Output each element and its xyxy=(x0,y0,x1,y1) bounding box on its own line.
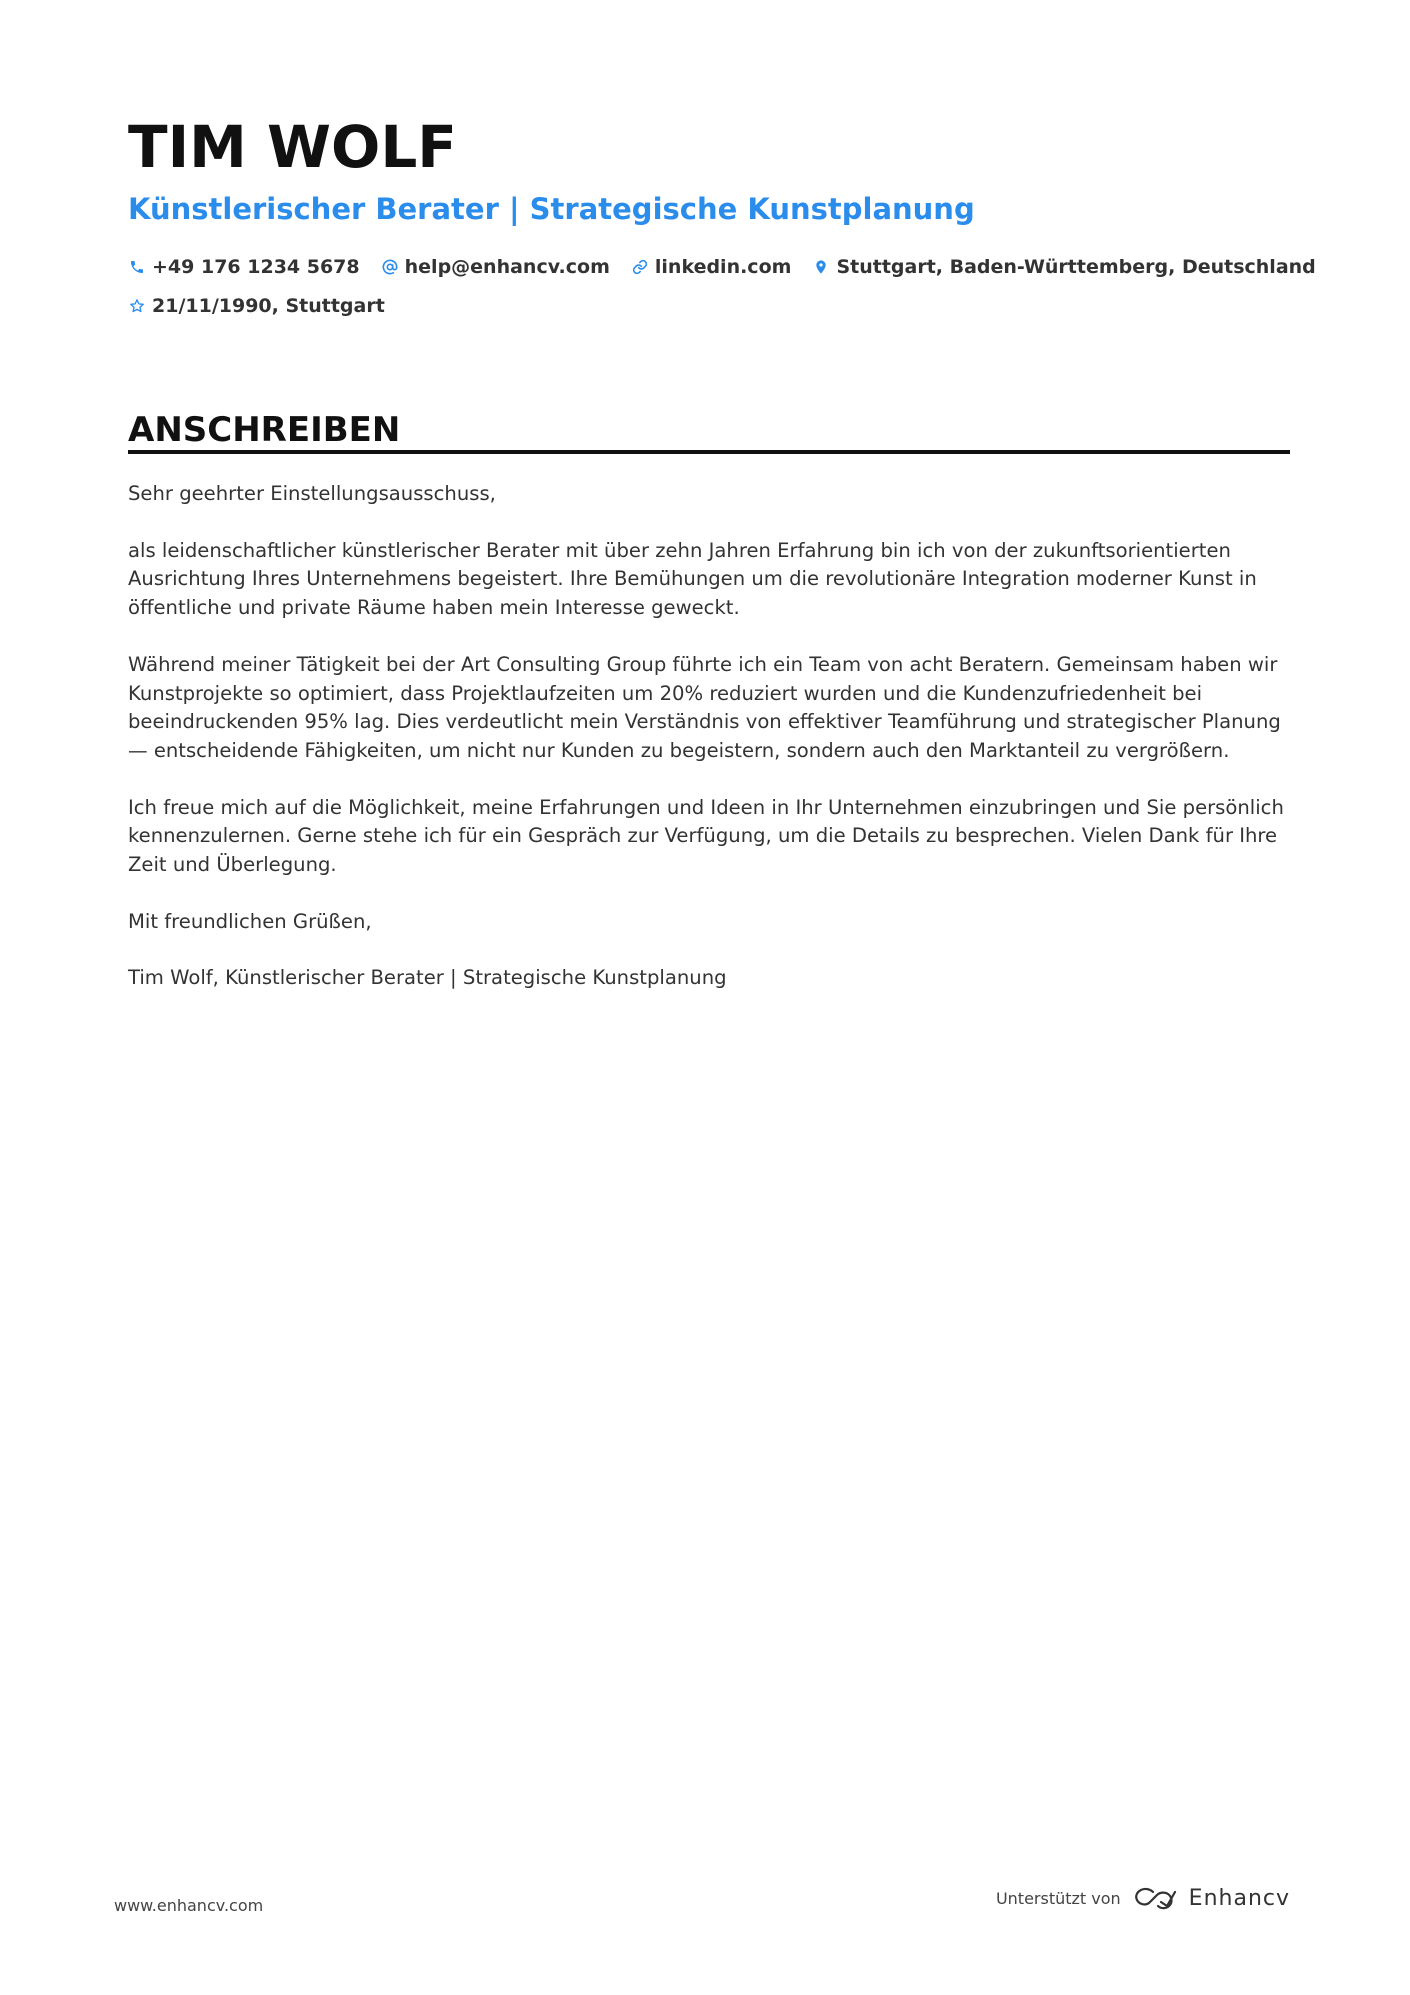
linkedin-link: linkedin.com xyxy=(654,256,792,278)
contact-birth xyxy=(128,295,385,317)
at-icon xyxy=(381,258,399,276)
letter-paragraph: Während meiner Tätigkeit bei der Art Consulting Group führte ich ein Team von acht Beratern. Gemeinsam haben wir Kunstprojekte so optimiert, dass Projektlaufzeiten um 20% reduziert wurden und die Kundenzufriedenheit bei beeindruckenden 95% lag. Dies verdeutlicht mein Verständnis von effektiver Teamführung und strategischer Planung — entscheidende Fähigkeiten, um nicht nur Kunden zu begeistern, sondern auch den Marktanteil zu vergrößern. xyxy=(128,652,1281,762)
section-divider xyxy=(128,450,1290,454)
contact-phone[interactable] xyxy=(128,256,360,278)
enhancv-brand: Enhancv xyxy=(1188,1885,1290,1911)
location-text: Stuttgart, Baden-Württemberg, Deutschland xyxy=(836,256,1316,278)
star-icon xyxy=(128,297,146,315)
phone-icon xyxy=(128,258,146,276)
enhancv-logo-icon xyxy=(1133,1884,1179,1912)
letter-salutation: Sehr geehrter Einstellungsausschuss, xyxy=(128,482,496,505)
contact-email[interactable] xyxy=(381,256,610,278)
footer-branding xyxy=(996,1884,1290,1912)
phone-number: +49 176 1234 5678 xyxy=(152,256,360,278)
letter-paragraph: Ich freue mich auf die Möglichkeit, meine Erfahrungen und Ideen in Ihr Unternehmen einzubringen und Sie persönlich kennenzulernen. Gerne stehe ich für ein Gespräch zur Verfügung, um die Details zu besprechen. Vielen Dank für Ihre Zeit und Überlegung. xyxy=(128,795,1284,877)
candidate-title: Künstlerischer Berater | Strategische Kunstplanung xyxy=(128,192,975,226)
location-pin-icon xyxy=(812,258,830,276)
birth-info: 21/11/1990, Stuttgart xyxy=(152,295,385,317)
letter-paragraph: als leidenschaftlicher künstlerischer Berater mit über zehn Jahren Erfahrung bin ich von der zukunftsorientierten Ausrichtung Ihres Unternehmens begeistert. Ihre Bemühungen um die revolutionäre Integration moderner Kunst in öffentliche und private Räume haben mein Interesse geweckt. xyxy=(128,538,1257,620)
letter-closing: Mit freundlichen Grüßen, xyxy=(128,909,372,933)
candidate-name: TIM WOLF xyxy=(128,113,457,181)
letter-signature: Tim Wolf, Künstlerischer Berater | Strategische Kunstplanung xyxy=(128,966,727,990)
contact-row-2 xyxy=(128,291,406,321)
contact-linkedin[interactable] xyxy=(631,256,792,278)
section-title: ANSCHREIBEN xyxy=(128,410,401,450)
email-address: help@enhancv.com xyxy=(404,256,610,278)
footer-website[interactable]: www.enhancv.com xyxy=(114,1896,264,1915)
letter-body xyxy=(128,480,1290,1021)
contact-location xyxy=(812,256,1315,278)
powered-by-label: Unterstützt von xyxy=(995,1888,1121,1908)
link-icon xyxy=(631,258,649,276)
contact-row-1 xyxy=(128,252,1337,282)
